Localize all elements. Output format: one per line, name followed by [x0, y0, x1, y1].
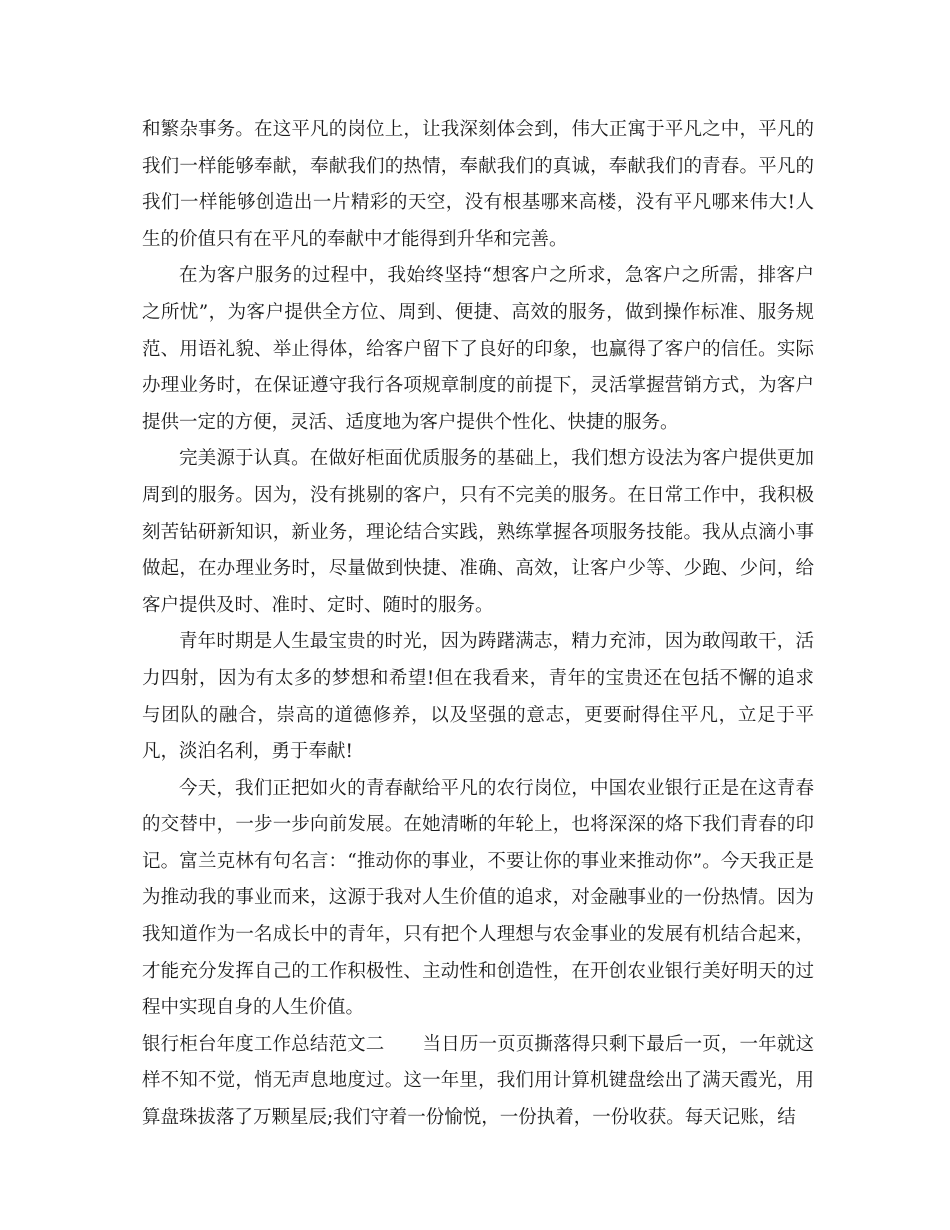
paragraph-1: 和繁杂事务。在这平凡的岗位上，让我深刻体会到，伟大正寓于平凡之中，平凡的我们一样能够奉献，奉献我们的热情，奉献我们的真诚，奉献我们的青春。平凡的我们一样能够创造出一片精彩的天空，没有根基哪来高楼，没有平凡哪来伟大!人生的价值只有在平凡的奉献中才能得到升华和完善。	[142, 119, 814, 250]
section-text: 当日历一页页撕落得只剩下最后一页，一年就这样不知不觉，悄无声息地度过。这一年里，我们用计算机键盘绘出了满天霞光，用算盘珠拔落了万颗星辰;我们守着一份愉悦，一份执着，一份收获。每天记账，结	[142, 1033, 814, 1129]
paragraph-2: 在为客户服务的过程中，我始终坚持“想客户之所求，急客户之所需，排客户之所忧”，为客户提供全方位、周到、便捷、高效的服务，做到操作标准、服务规范、用语礼貌、举止得体，给客户留下了良好的印象，也赢得了客户的信任。实际办理业务时，在保证遵守我行各项规章制度的前提下，灵活掌握营销方式，为客户提供一定的方便，灵活、适度地为客户提供个性化、快捷的服务。	[142, 265, 814, 433]
document-body	[142, 112, 814, 1137]
paragraph-5: 今天，我们正把如火的青春献给平凡的农行岗位，中国农业银行正是在这青春的交替中，一步一步向前发展。在她清晰的年轮上，也将深深的烙下我们青春的印记。富兰克林有句名言：“推动你的事业，不要让你的事业来推动你”。今天我正是为推动我的事业而来，这源于我对人生价值的追求，对金融事业的一份热情。因为我知道作为一名成长中的青年，只有把个人理想与农金事业的发展有机结合起来，才能充分发挥自己的工作积极性、主动性和创造性，在开创农业银行美好明天的过程中实现自身的人生价值。	[142, 777, 814, 1019]
paragraph-4: 青年时期是人生最宝贵的时光，因为踌躇满志，精力充沛，因为敢闯敢干，活力四射，因为有太多的梦想和希望!但在我看来，青年的宝贵还在包括不懈的追求与团队的融合，崇高的道德修养，以及坚强的意志，更要耐得住平凡，立足于平凡，淡泊名利，勇于奉献!	[142, 631, 814, 763]
section-paragraph	[142, 1027, 814, 1137]
section-title: 银行柜台年度工作总结范文二	[142, 1033, 385, 1055]
paragraph-3: 完美源于认真。在做好柜面优质服务的基础上，我们想方设法为客户提供更加周到的服务。因为，没有挑剔的客户，只有不完美的服务。在日常工作中，我积极刻苦钻研新知识，新业务，理论结合实践，熟练掌握各项服务技能。我从点滴小事做起，在办理业务时，尽量做到快捷、准确、高效，让客户少等、少跑、少问，给客户提供及时、准时、定时、随时的服务。	[142, 448, 814, 616]
